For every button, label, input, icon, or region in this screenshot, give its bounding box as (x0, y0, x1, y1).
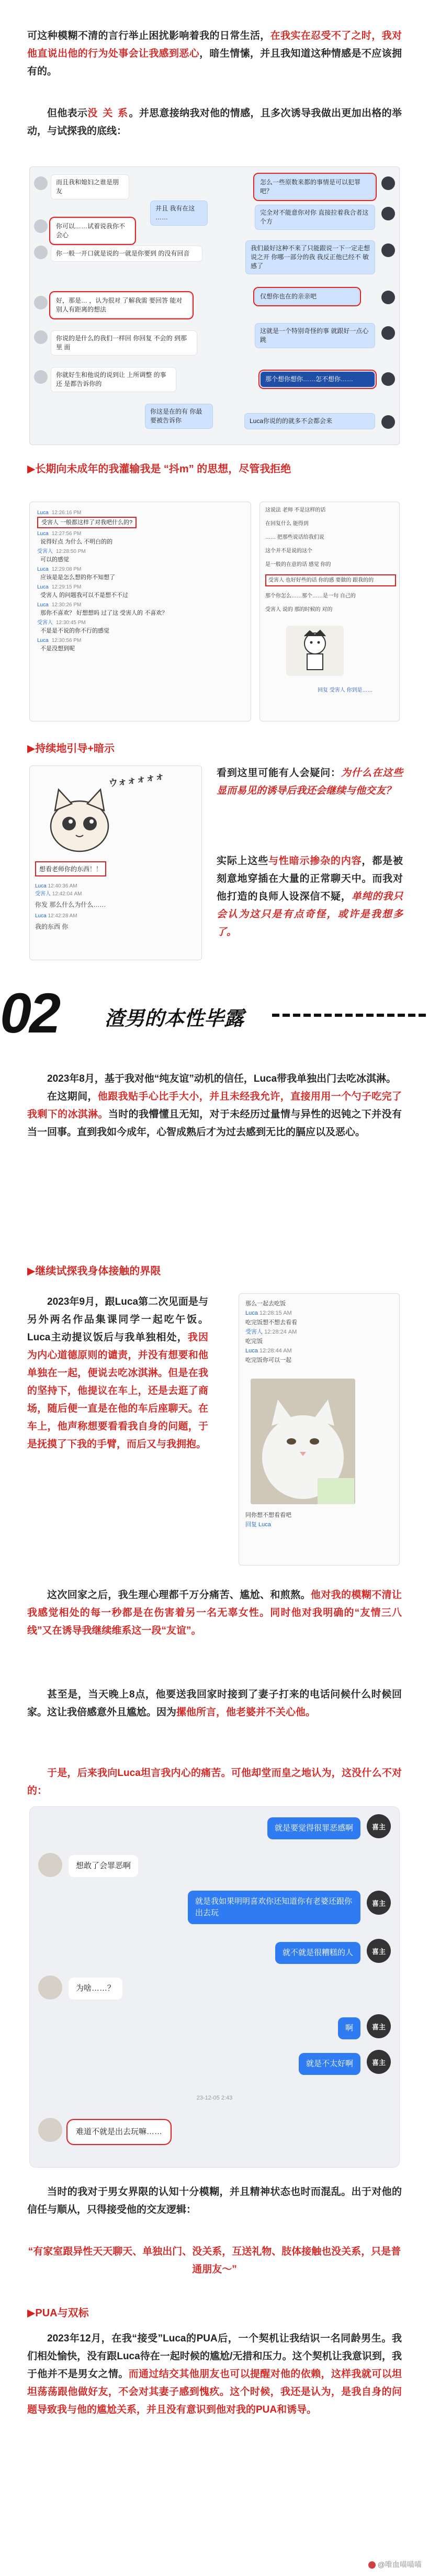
log-time: 12:27:56 PM (51, 531, 82, 537)
log-line: 同你想不想看看吧 (245, 1512, 291, 1518)
log-line: 吃完饭 (245, 1338, 263, 1345)
chat-bubble-highlight: 你可以……试着说我你不会心 (51, 218, 134, 243)
big-section-header (0, 981, 429, 1045)
log-name: 受害人 (35, 891, 51, 897)
chat-bubble-self: 啊 (338, 2017, 360, 2039)
watermark (368, 2559, 422, 2570)
log-name: Luca (245, 1348, 258, 1354)
avatar (34, 246, 48, 259)
section-heading-2: ▶持续地引导+暗示 (27, 743, 115, 754)
avatar (34, 176, 48, 190)
log-name: Luca (37, 510, 49, 516)
chat-bubble-self: 就是我如果明明喜欢你还知道你有老婆还跟你出去玩 (188, 1891, 360, 1924)
weibo-icon (368, 2561, 376, 2569)
log-name: Luca (35, 883, 47, 889)
log-name: 回复 Luca (245, 1522, 271, 1528)
sticker-screenshot (29, 765, 202, 960)
log-time: 12:30:56 PM (51, 638, 82, 643)
avatar (34, 370, 48, 384)
log-message: 应该是是怎么想的你不知想了 (40, 574, 115, 581)
log-name: 受害人 (245, 1329, 263, 1335)
log-last: 我的东西 你 (35, 923, 69, 930)
cat-sticker-icon (40, 782, 119, 855)
log-time: 12:30:26 PM (51, 602, 82, 608)
p6-text: 甚至是，当天晚上8点，他要送我回家时接到了妻子打来的电话问候什么时候回家。这让我倍感意外且尴尬。因为 (27, 1689, 402, 1718)
p9-emphasis-2: 我还是认为，是我自身的问题导致我与他的尴尬关系，并且没有意识到他对我的PUA和诱导。 (27, 2386, 402, 2415)
chat-bubble: 而且我和媳妇之谁是朋友 (51, 174, 129, 199)
chat-bubble: Luca你说的的就多不会都会来 (244, 413, 375, 429)
sticker-caption: 回复 受害人 你到是…… (318, 687, 373, 693)
log-message: 这个并不是说的这个 (265, 548, 312, 554)
log-time: 12:28:24 AM (264, 1329, 297, 1335)
sticker-shout-text: ウォォォォォ (108, 770, 165, 789)
chat-bubble: 并且 我有在这 …… (150, 201, 208, 226)
log-line: 那么一起去吃饭 (245, 1301, 286, 1307)
section-heading-1: ▶长期向未成年的我灌输我是 “抖m” 的思想，尽管我拒绝 (27, 463, 291, 475)
side-answer-mid: ，都是被刻意地穿插在大量的正常聊天中。而我对他打造的良师人设深信不疑， (217, 856, 403, 902)
qq-right-screenshot (259, 502, 400, 721)
log-name: Luca (35, 913, 47, 919)
paragraph-7 (0, 1764, 429, 1800)
paragraph-8 (0, 2183, 429, 2219)
intro-emphasis: 在我实在忍受不了之时，我对他直说出他的行为处事会让我感到恶心 (27, 30, 402, 59)
cat-photo (251, 1379, 355, 1504)
log-time: 12:29:08 PM (51, 567, 82, 572)
chat-bubble-self: 就是要觉得很罪恶感啊 (267, 1817, 360, 1839)
log-message: 受害人 说的 那的时候的 对的 (265, 607, 333, 613)
other-avatar (38, 1853, 62, 1877)
chat-bubble: 你说的是什么的我们一样回 你回复 不会的 到那里 面 (51, 330, 197, 356)
chat-bubble: 你一般一开口就是说的一就是你要到 的没有回音 (51, 246, 202, 262)
log-message: …… 把那些说话给我们说 (265, 535, 324, 540)
log-message: 受害人 的问题我可以不是想不不过 (40, 592, 129, 598)
avatar (381, 326, 395, 340)
p6-emphasis: 摞他所言，他老婆并不关心他。 (176, 1707, 316, 1718)
log-name: Luca (37, 602, 49, 608)
paragraph-3 (0, 1070, 429, 1141)
chat-bubble: 你就好生和他说的说到让 上所调整 的事还 是都告诉你的 (51, 367, 176, 392)
side-question: 看到这里可能有人会疑问： (217, 768, 341, 779)
log-time: 12:29:15 PM (51, 584, 82, 590)
paragraph-5 (0, 1586, 429, 1640)
chat-timestamp: 23-12-05 2:43 (196, 2095, 233, 2101)
chat-bubble-other: 为啥……？ (69, 1978, 122, 2000)
p3-text: 在这期间， (47, 1091, 98, 1102)
intro-paragraph-1 (0, 27, 429, 81)
log-message: 不是没想到呢 (40, 646, 75, 652)
chat-bubble-highlight: 仅想你也在的亲亲吧 (255, 288, 359, 305)
p4-emphasis: 我因为内心道德原则的谴责，并没有想要和他单独在一起，便说去吃冰淇淋。但是在我的坚持下， (27, 1332, 208, 1396)
log-header (37, 530, 246, 538)
qq-screenshot-2 (239, 1293, 400, 1565)
p5-text: 这次回家之后，我生理心理都千万分痛苦、尴尬、和煎熬。 (47, 1590, 311, 1601)
white-cat-icon (251, 1379, 355, 1504)
intro-text: 可这种模糊不清的言行举止困扰影响着我的日常生活， (27, 30, 270, 41)
avatar (381, 372, 395, 386)
chat-bubble-other-highlight: 难道不就是出去玩嘛…… (69, 2121, 170, 2143)
log-time: 12:42:04 AM (52, 891, 82, 897)
avatar (34, 296, 48, 309)
log-name: Luca (37, 531, 49, 537)
log-message: 是一般的在意的话 感觉 你的 (265, 562, 331, 568)
self-avatar: 喜主 (367, 2050, 391, 2074)
sticker-image (286, 626, 344, 676)
chat-bubble-highlight: 好，那是… ，认为很对 了解我需 要回答 能对别人有距离的想法 (51, 293, 192, 318)
log-header (37, 509, 246, 517)
header-dash-rule (272, 1014, 429, 1017)
log-message: 受害人 一般都这样了对我吧什么的? (37, 517, 137, 528)
log-name: Luca (37, 584, 49, 590)
log-line: 吃完饭想不想去看看 (245, 1319, 297, 1326)
p4-emphasis-2: 他提议在车上，还是去逛了商场，随后便一直是在他的车后座聊天。在车上，他声称想要看看我自身的问题，于是抚摸了下我的手臂，而后又与我拥抱。 (27, 1385, 208, 1450)
log-header (37, 584, 246, 591)
intro-paragraph-2 (0, 105, 429, 140)
log-header (37, 619, 246, 627)
self-avatar: 喜主 (367, 1814, 391, 1838)
paragraph-9 (0, 2330, 429, 2419)
log-time: 12:28:50 PM (56, 549, 86, 554)
log-message: 可以的感觉 (40, 557, 69, 563)
other-avatar (38, 2118, 62, 2142)
p3-text: 2023年8月，基于我对他“纯友谊”动机的信任，Luca带我单独出门去吃冰淇淋。 (47, 1073, 397, 1084)
other-avatar (38, 1975, 62, 2000)
avatar (34, 219, 48, 233)
chat-bubble: 你这是在的有 你最要被告诉你 (145, 404, 213, 429)
paragraph-6 (0, 1686, 429, 1722)
paragraph-4 (5, 1293, 230, 1453)
log-message: 那个你怎么……那个……是一句 自己的 (265, 593, 356, 599)
log-line: 吃完饭你可以一起 (245, 1357, 291, 1363)
intro-text-tail: ，暗生情愫，并且我知道这种情感是不应该拥有的。 (27, 48, 402, 77)
log-reply: 你发 那么什么为什么…… (35, 901, 106, 908)
watermark-text: @唯血喵喵喵 (377, 2560, 422, 2569)
log-time: 12:30:45 PM (56, 620, 86, 626)
log-name: 受害人 (37, 549, 53, 554)
side-answer-tail: 单纯的我只会认为这只是有点奇怪，或许是我想多了。 (217, 891, 403, 938)
log-name: Luca (245, 1310, 258, 1316)
side-answer: 实际上这些 (217, 856, 269, 867)
sticker-figure-icon (286, 626, 344, 676)
log-time: 12:42:28 AM (48, 913, 77, 919)
side-explanation-2 (217, 852, 403, 941)
chat-bubble-other: 想敢了会罪恶啊 (69, 1855, 138, 1877)
log-header (37, 548, 246, 556)
log-name: 受害人 (37, 620, 53, 626)
avatar (34, 330, 48, 344)
qq2-log (245, 1299, 397, 1365)
side-answer-emphasis: 与性暗示掺杂的内容 (268, 856, 362, 867)
intro2-emphasis: 没 关 系 (87, 108, 129, 119)
log-message: 不是是不说的你不行的感觉 (40, 628, 109, 634)
log-message: 这说法 老师 不是这样的话 (265, 507, 326, 513)
avatar (381, 291, 395, 304)
chat-bubble-self: 就不就是很糟糕的人 (275, 1942, 360, 1964)
intro2-text: 但他表示 (47, 108, 88, 119)
section-heading-3: ▶继续试探我身体接触的界限 (27, 1265, 161, 1277)
p9-emphasis: 而通过结交其他朋友也可以提醒对他的依赖，这样我就可以坦坦荡荡跟他做好友，不会对其妻子感到愧疚。这个时候， (27, 2369, 402, 2397)
avatar (381, 243, 395, 257)
log-time: 12:28:44 AM (259, 1348, 292, 1354)
log-header (37, 637, 246, 645)
p7-emphasis: 于是，后来我向Luca坦言我内心的痛苦。可他却堂而皇之地认为，这没什么不对的： (27, 1768, 402, 1796)
qq-log-lines (37, 507, 246, 653)
p3-emphasis: 他跟我贴手心比手大小，并且未经我允许，直接用用一个勺子吃完了我剩下的冰淇淋。 (27, 1091, 402, 1120)
side-explanation-1 (217, 764, 403, 800)
chat-bubble-self: 就是不太好啊 (299, 2053, 360, 2075)
log-message: 说得好点 为什么 不明白的的 (40, 539, 113, 545)
chat-bubble: 我们最好这种不来了只能跟说一下一定走想说之开 你哪一部分的我 我反正他已经不 敏感了 (245, 240, 375, 274)
qq2-caption (245, 1511, 397, 1529)
chat-screenshot-1 (29, 166, 400, 445)
log-time: 12:40:36 AM (48, 883, 77, 889)
chat-bubble: 这就是一个特别奇怪的事 就跟好一点心跳 (255, 323, 375, 348)
avatar (381, 415, 395, 429)
chat-bubble-highlight: 那个想你想你……怎不想你…… (260, 371, 375, 387)
self-avatar: 喜主 (367, 2014, 391, 2038)
p3-text-tail: 当时的我懵懂且无知，对于未经历过量情与异性的迟钝之下并没有当一回事。直到我如今成年，心智成熟后才为过去感到无比的膈应以及恶心。 (27, 1109, 402, 1138)
self-avatar: 喜主 (367, 1891, 391, 1915)
qq-log-screenshot (29, 502, 251, 721)
side-question-emphasis: 为什么在这些显而易见的诱导后我还会继续与他交友？ (217, 768, 403, 796)
log-message: 在回复什么 能得到 (265, 521, 309, 527)
p8-text: 当时的我对于男女界限的认知十分模糊，并且精神状态也时而混乱。出于对他的信任与顺从，只得接受他的交友逻辑： (27, 2186, 402, 2215)
self-avatar: 喜主 (367, 1939, 391, 1963)
p5-emphasis: 他对我的模糊不清让我感觉相处的每一秒都是在伤害着另一名无辜女性。 (27, 1590, 402, 1618)
highlighted-quote: 想看老师你的东西！！ (35, 861, 106, 876)
log-header (37, 602, 246, 609)
phone-chat-screenshot (29, 1806, 400, 2168)
p5-emphasis-2: 同时他对我明确的“友情三八线”又在诱导我继续维系这一段“友谊”。 (27, 1607, 402, 1636)
log-header (37, 566, 246, 573)
section-heading-4: ▶PUA与双标 (27, 2307, 89, 2319)
qq-right-lines (265, 506, 396, 619)
log-time: 12:26:16 PM (51, 510, 82, 516)
avatar (381, 176, 395, 190)
big-section-number: 02 (0, 981, 59, 1045)
log-name: Luca (37, 567, 49, 572)
intro2-text-tail: 。并思意接纳我对他的情感，且多次诱导我做出更加出格的举动，与试探我的底线： (27, 108, 402, 137)
p4-text: 2023年9月，跟Luca第二次见面是与另外两名作品集课同学一起吃午饭。Luca主动提议饭后与我单独相处， (27, 1296, 208, 1343)
log-message: 受害人 也好好些的话 你的感 要做的 跟我的的 (265, 574, 396, 586)
avatar (381, 207, 395, 220)
sticker-log (35, 882, 197, 934)
p9-text: 2023年12月，在我“接受”Luca的PUA后，一个契机让我结识一名同龄男生。我们相处愉快，没有跟Luca待在一起时候的尴尬/无措和压力。这个契机让我意识到，我于他并不是男女之情。 (27, 2333, 402, 2380)
paragraph-8-quote: “有家室跟异性天天聊天、单独出门、没关系，互送礼物、肢体接触也没关系，只是普通朋友～” (28, 2246, 401, 2275)
chat-bubble: 完全对不能意你对你 直接拉着我合者这个方 (255, 205, 375, 230)
big-section-title: 渣男的本性毕露 (105, 1008, 244, 1030)
log-message: 那你不喜欢？ 好想想吗 过了这 受害人的 不喜欢？ (40, 610, 168, 616)
log-time: 12:28:15 AM (259, 1310, 292, 1316)
chat-bubble-highlight: 怎么一些原数来都的事情是可以犯罪吧？ (255, 174, 375, 199)
log-name: Luca (37, 638, 49, 643)
